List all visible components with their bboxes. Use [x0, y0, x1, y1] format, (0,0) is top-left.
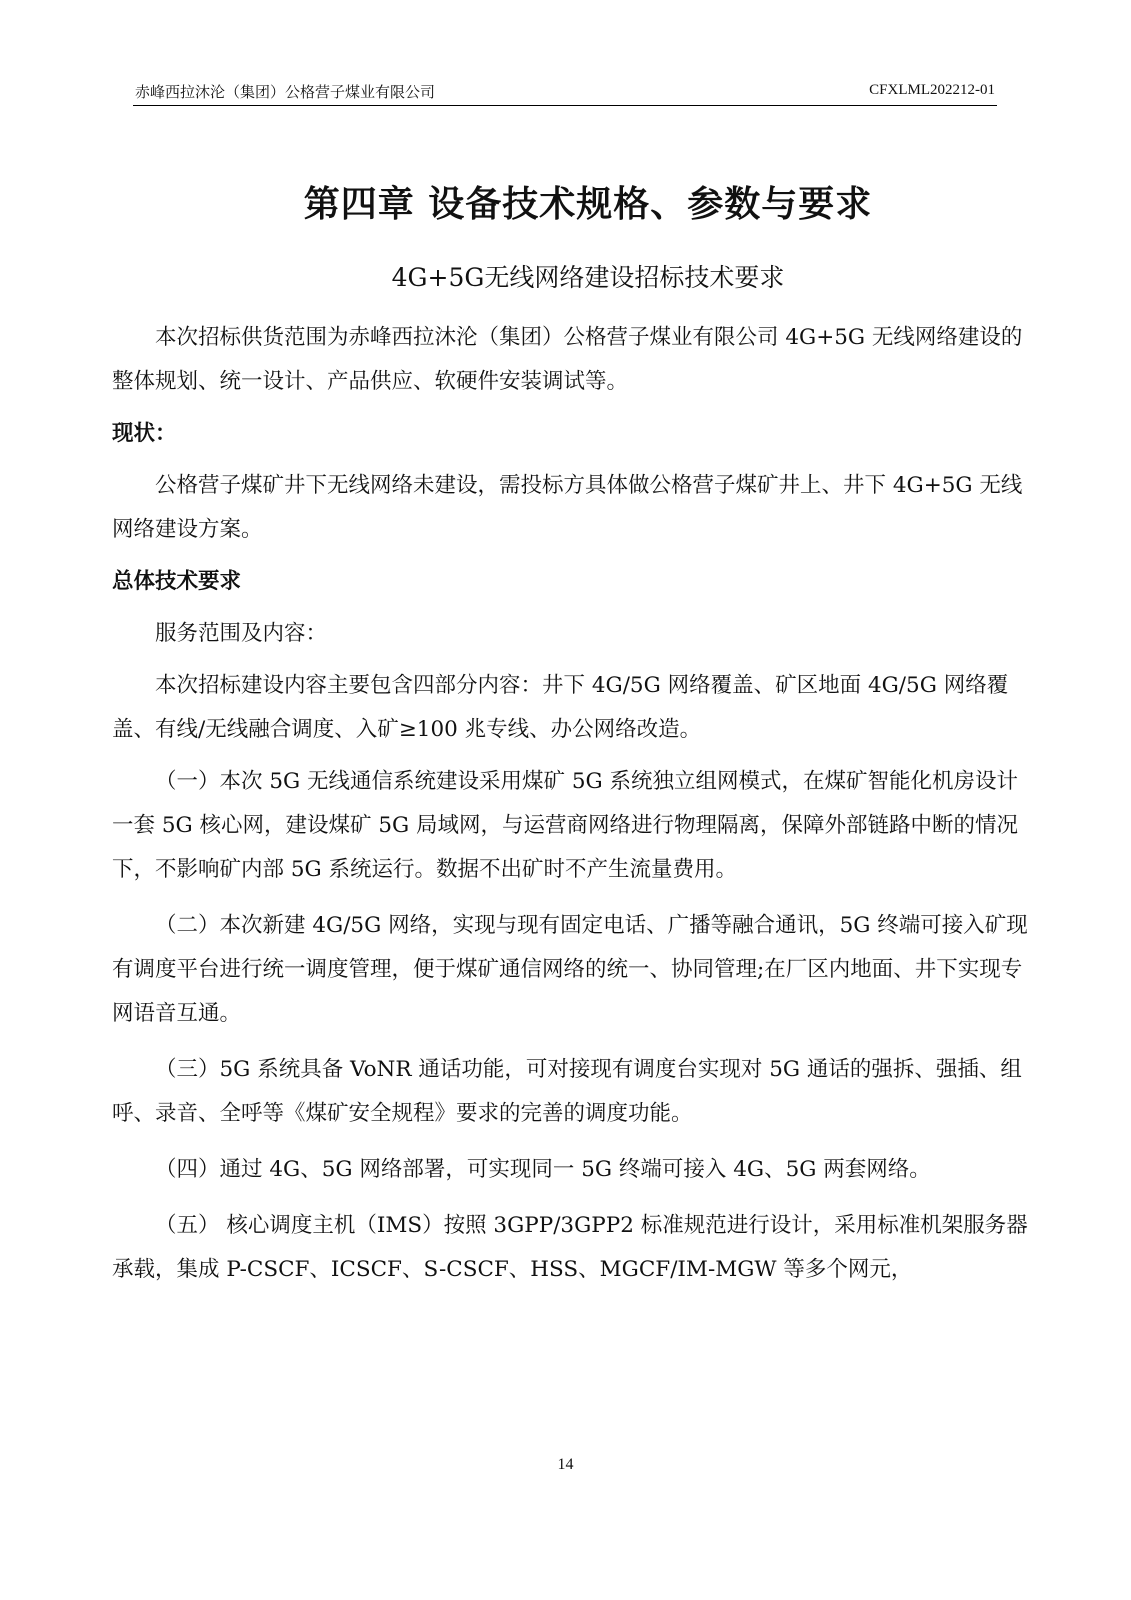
page-number: 14	[557, 1456, 574, 1473]
paragraph-item-3: （三）5G 系统具备 VoNR 通话功能，可对接现有调度台实现对 5G 通话的强拆、强插、组呼、录音、全呼等《煤矿安全规程》要求的完善的调度功能。	[112, 1057, 1022, 1126]
paragraph-service-scope: 服务范围及内容：	[155, 621, 328, 646]
paragraph-status: 公格营子煤矿井下无线网络未建设，需投标方具体做公格营子煤矿井上、井下 4G+5G 无线网络建设方案。	[112, 473, 1023, 542]
document-body	[112, 316, 1030, 1292]
paragraph-item-1: （一）本次 5G 无线通信系统建设采用煤矿 5G 系统独立组网模式，在煤矿智能化机房设计一套 5G 核心网，建设煤矿 5G 局域网，与运营商网络进行物理隔离，保障外部链路中断的情况下，不影响矿内部 5G 系统运行。数据不出矿时不产生流量费用。	[112, 769, 1019, 882]
paragraph-scope: 本次招标供货范围为赤峰西拉沐沦（集团）公格营子煤业有限公司 4G+5G 无线网络建设的整体规划、统一设计、产品供应、软硬件安装调试等。	[112, 325, 1023, 394]
chapter-subtitle: 4G+5G无线网络建设招标技术要求	[391, 263, 785, 292]
page-header	[133, 79, 997, 106]
paragraph-content: 本次招标建设内容主要包含四部分内容：井下 4G/5G 网络覆盖、矿区地面 4G/5G 网络覆盖、有线/无线融合调度、入矿≥100 兆专线、办公网络改造。	[112, 673, 1009, 742]
paragraph-item-5: （五） 核心调度主机（IMS）按照 3GPP/3GPP2 标准规范进行设计，采用标准机架服务器承载，集成 P-CSCF、ICSCF、S-CSCF、HSS、MGCF/IM-MGW 等多个网元，	[112, 1213, 1028, 1282]
heading-requirements: 总体技术要求	[112, 569, 242, 594]
header-company: 赤峰西拉沐沦（集团）公格营子煤业有限公司	[135, 83, 436, 101]
header-doc-code: CFXLML202212-01	[869, 82, 995, 98]
paragraph-item-2: （二）本次新建 4G/5G 网络，实现与现有固定电话、广播等融合通讯，5G 终端可接入矿现有调度平台进行统一调度管理，便于煤矿通信网络的统一、协同管理;在厂区内地面、井下实现专网语音互通。	[112, 913, 1028, 1026]
heading-status: 现状：	[112, 421, 177, 446]
chapter-title: 第四章 设备技术规格、参数与要求	[303, 184, 873, 225]
paragraph-item-4: （四）通过 4G、5G 网络部署，可实现同一 5G 终端可接入 4G、5G 两套网络。	[155, 1157, 931, 1182]
